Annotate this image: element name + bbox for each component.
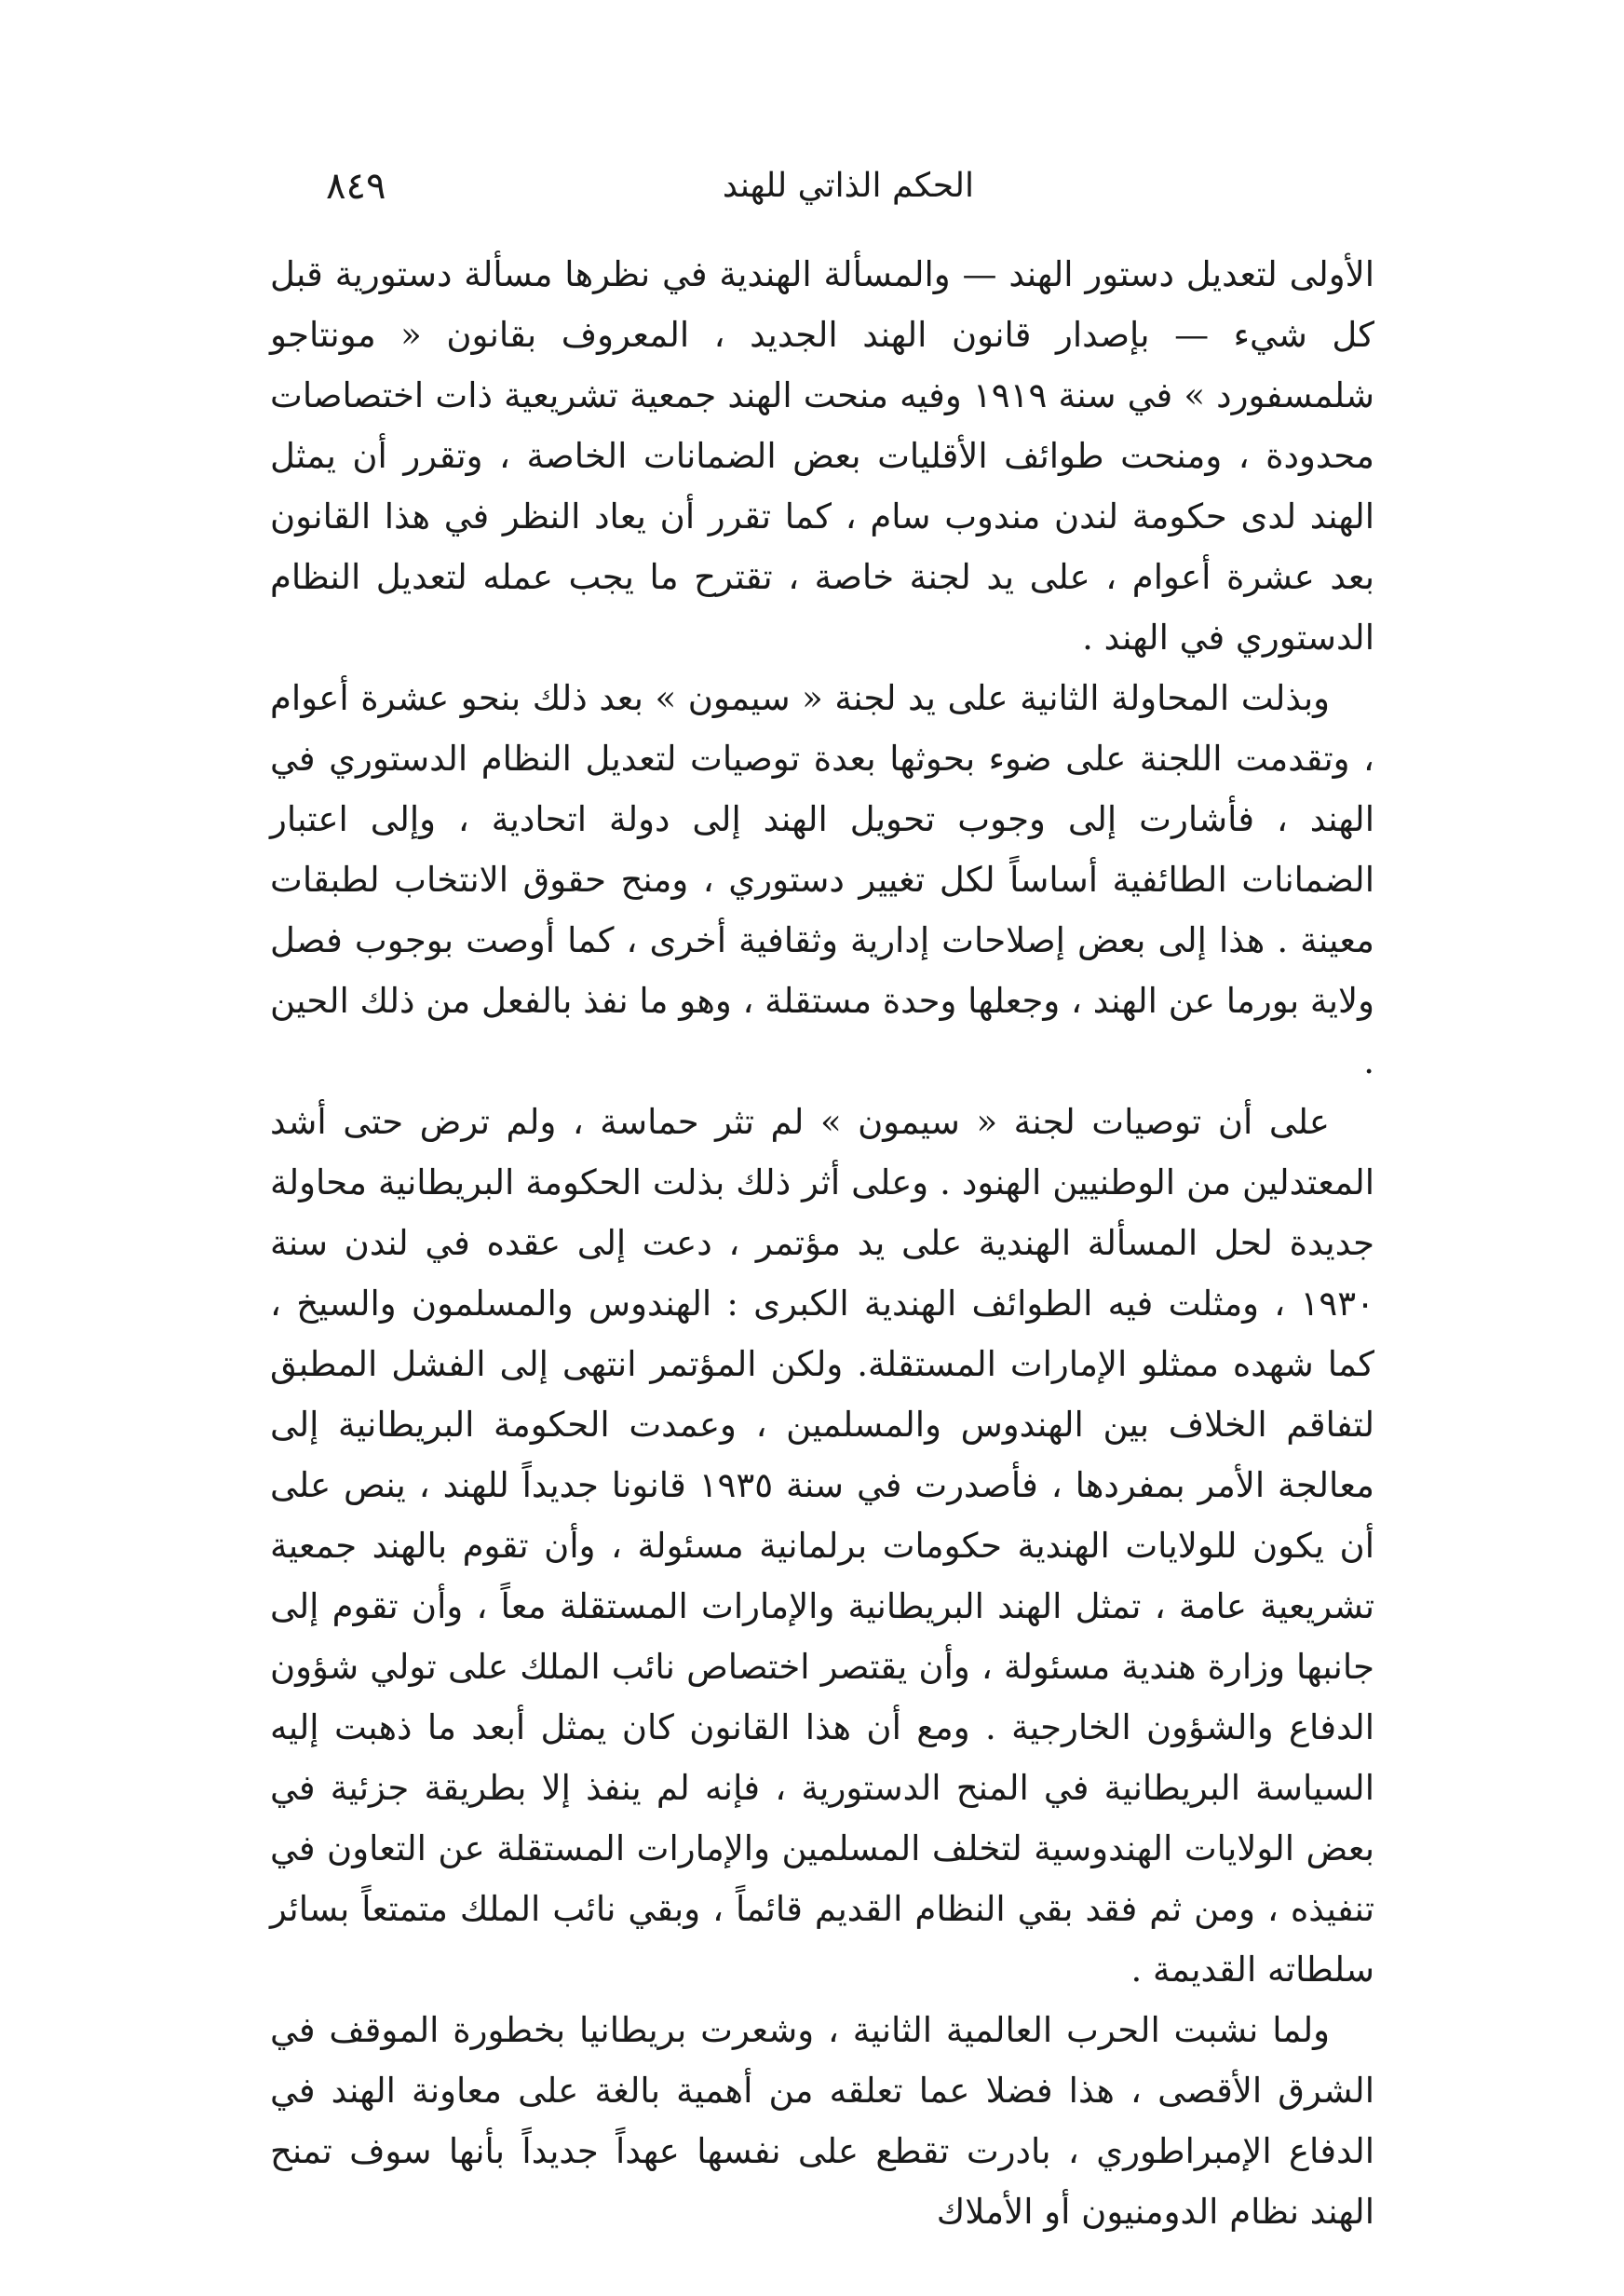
page-header — [270, 158, 1374, 224]
paragraph-2: وبذلت المحاولة الثانية على يد لجنة « سيمون » بعد ذلك بنحو عشرة أعوام ، وتقدمت اللجنة على ضوء بحوثها بعدة توصيات لتعديل النظام الدستوري في الهند ، فأشارت إلى وجوب تحويل الهند إلى دولة اتحادية ، وإلى اعتبار الضمانات الطائفية أساساً لكل تغيير دستوري ، ومنح حقوق الانتخاب لطبقات معينة . هذا إلى بعض إصلاحات إدارية وثقافية أخرى ، كما أوصت بوجوب فصل ولاية بورما عن الهند ، وجعلها وحدة مستقلة ، وهو ما نفذ بالفعل من ذلك الحين . — [270, 678, 1374, 1081]
paragraph-1: الأولى لتعديل دستور الهند — والمسألة الهندية في نظرها مسألة دستورية قبل كل شيء — بإصدار قانون الهند الجديد ، المعروف بقانون « مونتاجو شلمسفورد » في سنة ١٩١٩ وفيه منحت الهند جمعية تشريعية ذات اختصاصات محدودة ، ومنحت طوائف الأقليات بعض الضمانات الخاصة ، وتقرر أن يمثل الهند لدى حكومة لندن مندوب سام ، كما تقرر أن يعاد النظر في هذا القانون بعد عشرة أعوام ، على يد لجنة خاصة ، تقترح ما يجب عمله لتعديل النظام الدستوري في الهند . — [270, 254, 1374, 658]
paragraph-3: على أن توصيات لجنة « سيمون » لم تثر حماسة ، ولم ترض حتى أشد المعتدلين من الوطنيين الهنود . وعلى أثر ذلك بذلت الحكومة البريطانية محاولة جديدة لحل المسألة الهندية على يد مؤتمر ، دعت إلى عقده في لندن سنة ١٩٣٠ ، ومثلت فيه الطوائف الهندية الكبرى : الهندوس والمسلمون والسيخ ، كما شهده ممثلو الإمارات المستقلة. ولكن المؤتمر انتهى إلى الفشل المطبق لتفاقم الخلاف بين الهندوس والمسلمين ، وعمدت الحكومة البريطانية إلى معالجة الأمر بمفردها ، فأصدرت في سنة ١٩٣٥ قانونا جديداً للهند ، ينص على أن يكون للولايات الهندية حكومات برلمانية مسئولة ، وأن تقوم بالهند جمعية تشريعية عامة ، تمثل الهند البريطانية والإمارات المستقلة معاً ، وأن تقوم إلى جانبها وزارة هندية مسئولة ، وأن يقتصر اختصاص نائب الملك على تولي شؤون الدفاع والشؤون الخارجية . ومع أن هذا القانون كان يمثل أبعد ما ذهبت إليه السياسة البريطانية في المنح الدستورية ، فإنه لم ينفذ إلا بطريقة جزئية في بعض الولايات الهندوسية لتخلف المسلمين والإمارات المستقلة عن التعاون في تنفيذه ، ومن ثم فقد بقي النظام القديم قائماً ، وبقي نائب الملك متمتعاً بسائر سلطاته القديمة . — [270, 1102, 1374, 1990]
paragraph-4: ولما نشبت الحرب العالمية الثانية ، وشعرت بريطانيا بخطورة الموقف في الشرق الأقصى ، هذا فضلا عما تعلقه من أهمية بالغة على معاونة الهند في الدفاع الإمبراطوري ، بادرت تقطع على نفسها عهداً جديداً بأنها سوف تمنح الهند نظام الدومنيون أو الأملاك — [270, 2010, 1374, 2232]
body-text — [270, 244, 1374, 2242]
page-number: ٨٤٩ — [326, 165, 386, 208]
running-title: الحكم الذاتي للهند — [722, 167, 974, 205]
